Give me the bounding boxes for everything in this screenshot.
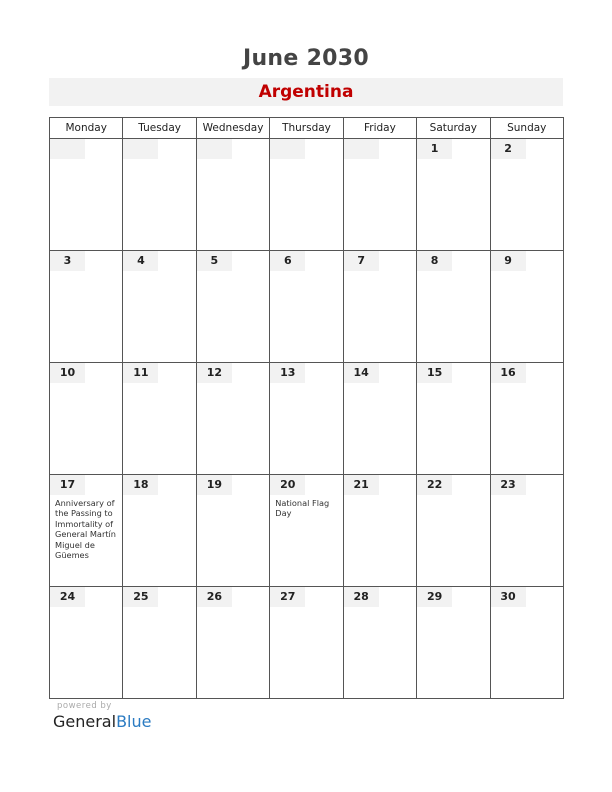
day-number: 28: [344, 587, 379, 607]
calendar-grid: [49, 117, 564, 699]
day-number: 11: [123, 363, 158, 383]
brand-general: General: [53, 712, 117, 731]
day-number: 2: [491, 139, 526, 159]
holiday-label: Anniversary of the Passing to Immortality of General Martín Miguel de Güemes: [55, 498, 116, 561]
calendar-week-row: [50, 587, 564, 699]
empty-day-badge: [123, 139, 158, 159]
day-cell: [50, 587, 123, 699]
weekday-header: Monday: [50, 118, 123, 139]
empty-day-badge: [197, 139, 232, 159]
calendar-week-row: [50, 475, 564, 587]
day-number: 16: [491, 363, 526, 383]
weekday-header-row: [50, 118, 564, 139]
country-banner: [49, 78, 563, 106]
day-cell: [196, 139, 269, 251]
day-cell: [417, 251, 490, 363]
day-number: 23: [491, 475, 526, 495]
day-cell: [270, 251, 343, 363]
holiday-label: National Flag Day: [275, 498, 330, 519]
day-cell: [343, 363, 416, 475]
day-cell: [417, 587, 490, 699]
day-number: 12: [197, 363, 232, 383]
calendar-week-row: [50, 139, 564, 251]
day-number: 6: [270, 251, 305, 271]
day-cell: [343, 475, 416, 587]
day-number: 5: [197, 251, 232, 271]
calendar-title: June 2030: [242, 46, 370, 71]
day-cell: [123, 251, 196, 363]
empty-day-badge: [270, 139, 305, 159]
day-number: 3: [50, 251, 85, 271]
day-cell: [490, 363, 563, 475]
day-cell: [123, 475, 196, 587]
day-number: 26: [197, 587, 232, 607]
day-cell: [123, 587, 196, 699]
day-cell: [417, 363, 490, 475]
day-number: 9: [491, 251, 526, 271]
day-number: 29: [417, 587, 452, 607]
day-cell: [270, 363, 343, 475]
day-cell: [417, 139, 490, 251]
day-number: 21: [344, 475, 379, 495]
day-number: 17: [50, 475, 85, 495]
day-cell: [490, 139, 563, 251]
powered-by-label: powered by: [57, 701, 112, 711]
day-cell: [343, 587, 416, 699]
calendar-week-row: [50, 251, 564, 363]
day-cell: [490, 587, 563, 699]
day-cell: [270, 475, 343, 587]
generalblue-logo[interactable]: [53, 712, 151, 731]
day-cell: [490, 475, 563, 587]
day-cell: [196, 587, 269, 699]
weekday-header: Saturday: [417, 118, 490, 139]
day-number: 8: [417, 251, 452, 271]
day-number: 10: [50, 363, 85, 383]
day-number: 20: [270, 475, 305, 495]
day-cell: [490, 251, 563, 363]
country-name: Argentina: [258, 82, 354, 102]
day-cell: [196, 475, 269, 587]
day-cell: [196, 363, 269, 475]
day-cell: [343, 251, 416, 363]
day-cell: [196, 251, 269, 363]
day-number: 30: [491, 587, 526, 607]
day-number: 14: [344, 363, 379, 383]
weekday-header: Tuesday: [123, 118, 196, 139]
empty-day-badge: [50, 139, 85, 159]
day-cell: [123, 363, 196, 475]
day-number: 1: [417, 139, 452, 159]
weekday-header: Sunday: [490, 118, 563, 139]
day-number: 7: [344, 251, 379, 271]
day-number: 4: [123, 251, 158, 271]
weekday-header: Thursday: [270, 118, 343, 139]
day-cell: [50, 139, 123, 251]
day-number: 25: [123, 587, 158, 607]
day-number: 19: [197, 475, 232, 495]
brand-blue: Blue: [116, 712, 152, 731]
day-cell: [417, 475, 490, 587]
day-cell: [50, 251, 123, 363]
day-cell: [50, 475, 123, 587]
weekday-header: Wednesday: [196, 118, 269, 139]
day-number: 15: [417, 363, 452, 383]
day-cell: [270, 587, 343, 699]
weekday-header: Friday: [343, 118, 416, 139]
day-cell: [123, 139, 196, 251]
day-cell: [50, 363, 123, 475]
day-number: 18: [123, 475, 158, 495]
empty-day-badge: [344, 139, 379, 159]
day-number: 22: [417, 475, 452, 495]
day-number: 13: [270, 363, 305, 383]
day-number: 27: [270, 587, 305, 607]
day-cell: [343, 139, 416, 251]
day-number: 24: [50, 587, 85, 607]
day-cell: [270, 139, 343, 251]
calendar-week-row: [50, 363, 564, 475]
